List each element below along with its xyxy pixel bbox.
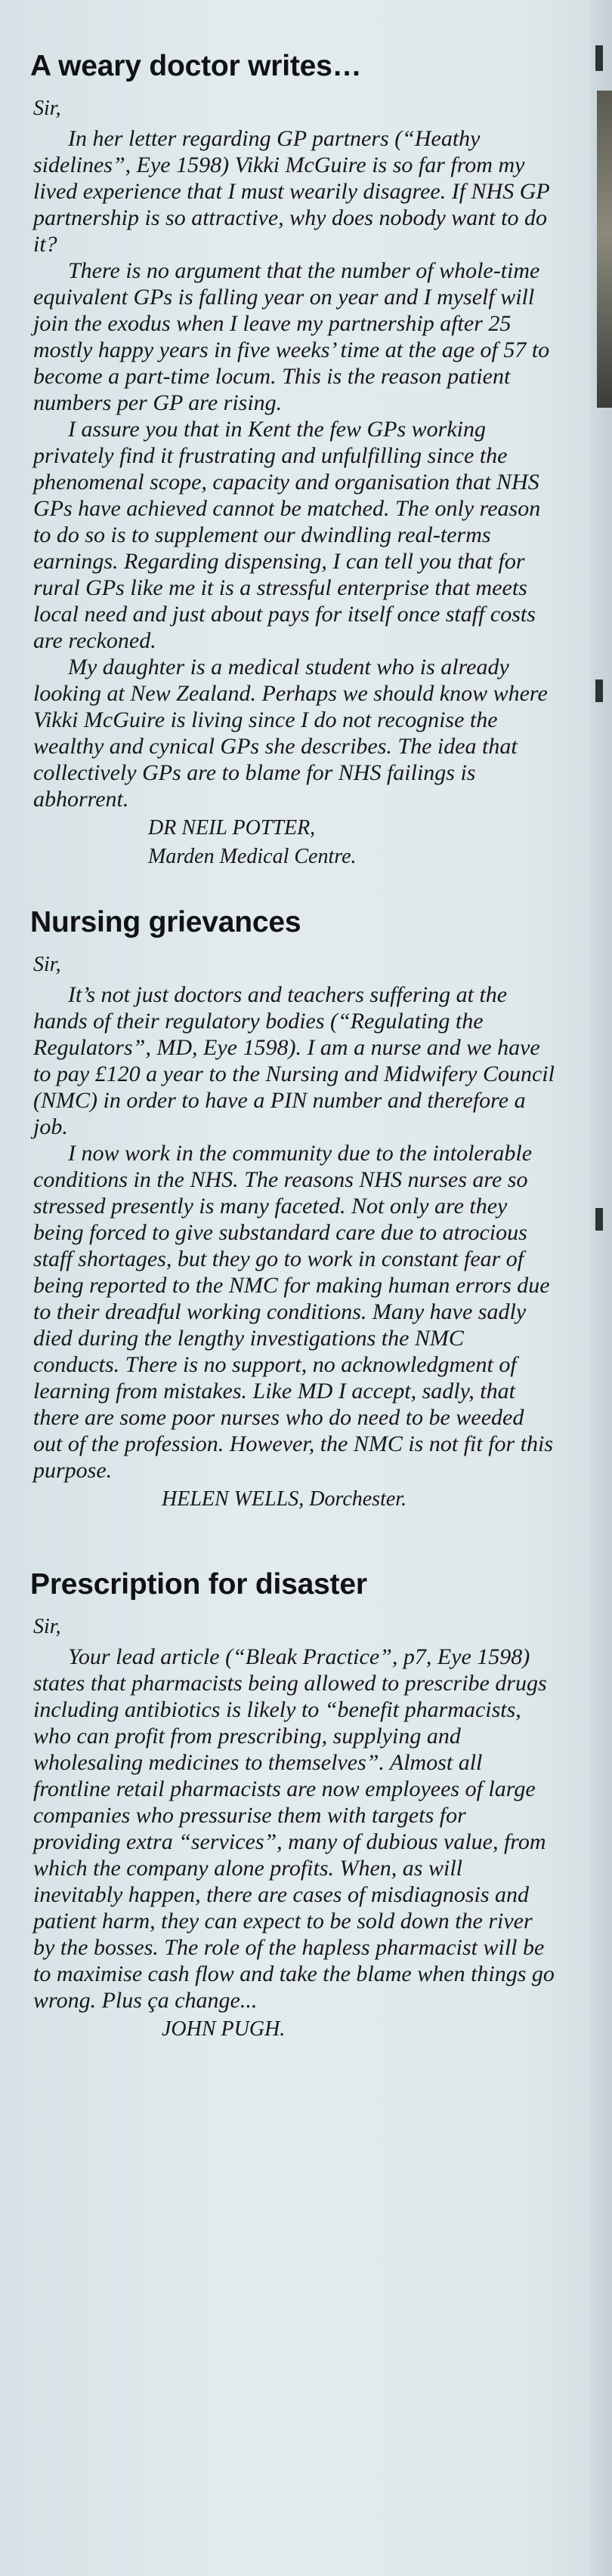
letter-nursing-grievances — [30, 904, 555, 1514]
adjacent-photo-edge — [597, 91, 612, 408]
letter-weary-doctor — [30, 48, 555, 871]
letter-author: HELEN WELLS, Dorchester. — [162, 1487, 407, 1511]
letter-paragraph: Your lead article (“Bleak Practice”, p7, Eye 1598) states that pharmacists being allowed to prescribe drugs including antibiotics is likely to “benefit pharmacists, who can profit from prescribing, supplying and wholesaling medicines to themselves”. Almost all frontline retail pharmacists are now employees of large companies who pressurise them with targets for providing extra “services”, many of dubious value, from which the company alone profits. When, as will inevitably happen, there are cases of misdiagnosis and patient harm, they can expect to be sold down the river by the bosses. The role of the hapless pharmacist will be to maximise cash flow and take the blame when things go wrong. Plus ça change... — [33, 1644, 555, 2013]
letter-salutation: Sir, — [33, 1615, 61, 1638]
letter-paragraph: There is no argument that the number of whole-time equivalent GPs is falling year on year and I myself will join the exodus when I leave my partnership after 25 mostly happy years in five weeks’ time at the age of 57 to become a part-time locum. This is the reason patient numbers per GP are rising. — [33, 258, 550, 415]
letter-paragraph: It’s not just doctors and teachers suffering at the hands of their regulatory bodies (“Regulating the Regulators”, MD, Eye 1598). I am a nurse and we have to pay £120 a year to the Nursing and Midwifery Council (NMC) in order to have a PIN number and therefore a job. — [33, 982, 555, 1139]
letter-author: DR NEIL POTTER, — [148, 816, 316, 840]
letter-headline: A weary doctor writes… — [30, 50, 362, 82]
adjacent-headline-fragment — [595, 1208, 603, 1231]
letter-salutation: Sir, — [33, 953, 61, 976]
adjacent-headline-fragment — [595, 679, 603, 702]
letter-paragraph: My daughter is a medical student who is already looking at New Zealand. Perhaps we should know where Vikki McGuire is living since I do not recognise the wealthy and cynical GPs she describes. The idea that collectively GPs are to blame for NHS failings is abhorrent. — [33, 655, 548, 812]
letter-paragraph: I assure you that in Kent the few GPs working privately find it frustrating and unfulfilling since the phenomenal scope, capacity and organisation that NHS GPs have achieved cannot be matched. The only reason to do so is to supplement our dwindling real-terms earnings. Regarding dispensing, I can tell you that for rural GPs like me it is a stressful enterprise that meets local need and just about pays for itself once staff costs are reckoned. — [33, 417, 541, 653]
letter-salutation: Sir, — [33, 97, 61, 120]
letter-author-affiliation: Marden Medical Centre. — [148, 845, 357, 868]
letter-paragraph: I now work in the community due to the intolerable conditions in the NHS. The reasons NHS nurses are so stressed presently is many faceted. Not only are they being forced to give substandard care due to atrocious staff shortages, but they go to work in constant fear of being reported to the NMC for making human errors due to their dreadful working conditions. Many have sadly died during the lengthy investigations the NMC conducts. There is no support, no acknowledgment of learning from mistakes. Like MD I accept, sadly, that there are some poor nurses who do need to be weeded out of the profession. However, the NMC is not fit for this purpose. — [33, 1141, 554, 1483]
letters-column — [30, 48, 555, 2044]
letter-headline: Prescription for disaster — [30, 1568, 367, 1601]
letter-author: JOHN PUGH. — [162, 2017, 286, 2041]
letter-paragraph: In her letter regarding GP partners (“Heathy sidelines”, Eye 1598) Vikki McGuire is so far from my lived experience that I must wearily disagree. If NHS GP partnership is so attractive, why does nobody want to do it? — [33, 126, 550, 257]
adjacent-headline-fragment — [595, 45, 603, 71]
letter-prescription-for-disaster — [30, 1567, 555, 2044]
letter-headline: Nursing grievances — [30, 906, 301, 938]
